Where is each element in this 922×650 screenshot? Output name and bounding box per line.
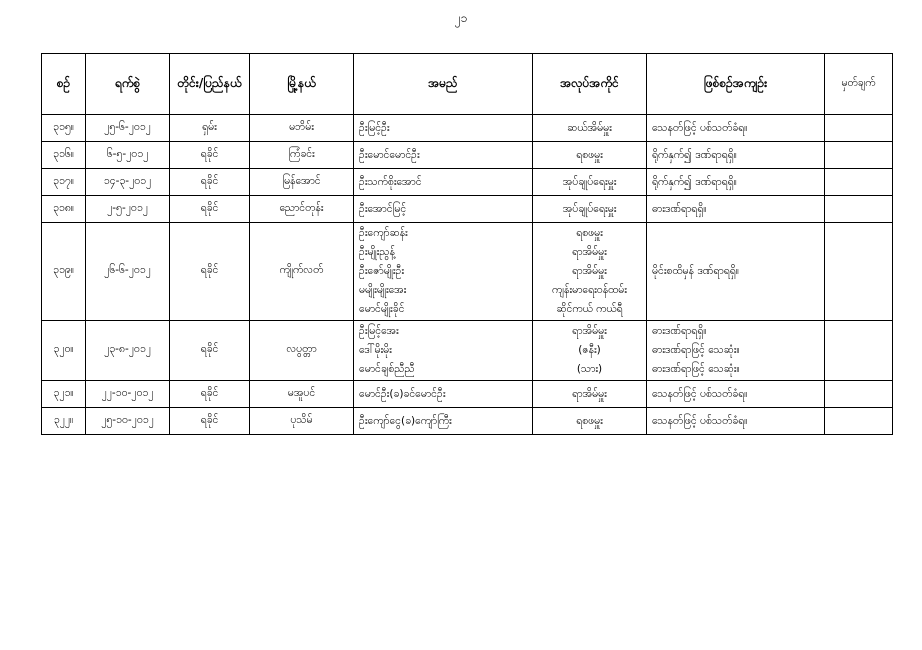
table-header-row	[42, 54, 893, 115]
cell-name-line: မောင်ချစ်ညီညီ	[359, 363, 415, 375]
cell-occupation-line: အုပ်ချုပ်ရေးမှူး	[562, 175, 617, 188]
table-row	[42, 142, 893, 169]
records-table	[41, 53, 893, 435]
cell-name-line: မောင်မျိုးခိုင်	[359, 303, 405, 315]
cell-incident-line: ဓားဒဏ်ရာရရှိ။	[652, 325, 707, 337]
cell-occupation	[533, 381, 647, 408]
cell-remark	[825, 115, 893, 142]
cell-remark	[825, 142, 893, 169]
cell-incident	[647, 169, 825, 196]
cell-name	[354, 115, 533, 142]
cell-incident-line: သေနတ်ဖြင့် ပစ်သတ်ခံရ။	[652, 387, 748, 400]
table-row	[42, 115, 893, 142]
cell-occupation-line: ကျန်းမာရေးဝန်ထမ်း	[552, 284, 627, 296]
cell-occupation	[533, 169, 647, 196]
cell-occupation-line: အုပ်ချုပ်ရေးမှူး	[562, 202, 617, 215]
cell-occupation-line: ရာအိမ်မှူး	[572, 246, 607, 258]
cell-occupation-line: ရာအိမ်မှူး	[572, 265, 607, 277]
cell-occupation-line: (သား)	[576, 363, 603, 375]
cell-date: ၆-၅-၂၀၁၂	[86, 142, 170, 169]
cell-township: ကျိုက်လတ်	[250, 223, 354, 321]
cell-region: ရခိုင်	[170, 223, 250, 321]
cell-incident-line: ဓားဒဏ်ရာရရှိ။	[652, 202, 707, 215]
cell-serial: ၃၁၈။	[42, 196, 86, 223]
cell-region: ရှမ်း	[170, 115, 250, 142]
cell-name-line: ဦးအောင်မြင့်	[359, 202, 407, 215]
cell-occupation	[533, 408, 647, 435]
cell-occupation-line: ရာအိမ်မှူး	[572, 325, 607, 337]
cell-occupation	[533, 142, 647, 169]
cell-name-line: ဦးကျော်ဆန်း	[359, 227, 408, 239]
cell-remark	[825, 321, 893, 381]
cell-serial: ၃၂၂။	[42, 408, 86, 435]
cell-date: ၁၄-၃-၂၀၁၂	[86, 169, 170, 196]
table-row	[42, 408, 893, 435]
cell-region: ရခိုင်	[170, 196, 250, 223]
cell-name-line: ဒေါ်မိုးမိုး	[359, 344, 392, 356]
cell-remark	[825, 169, 893, 196]
cell-occupation	[533, 115, 647, 142]
cell-name-line: ဦးဇော်မျိုးဦး	[359, 265, 405, 277]
cell-incident-line: ရိုက်နှက်၍ ဒဏ်ရာရရှိ။	[652, 148, 737, 161]
cell-incident	[647, 142, 825, 169]
cell-region: ရခိုင်	[170, 169, 250, 196]
cell-name	[354, 169, 533, 196]
cell-occupation	[533, 321, 647, 381]
header-remark: မှတ်ချက်	[825, 54, 893, 115]
cell-incident-line: ရိုက်နှက်၍ ဒဏ်ရာရရှိ။	[652, 175, 737, 188]
cell-name-line: ဦးမြင့်အေး	[359, 325, 399, 337]
cell-serial: ၃၁၆။	[42, 142, 86, 169]
cell-remark	[825, 381, 893, 408]
cell-remark	[825, 196, 893, 223]
cell-serial: ၃၁၇။	[42, 169, 86, 196]
cell-occupation	[533, 196, 647, 223]
header-region: တိုင်း/ပြည်နယ်	[170, 54, 250, 115]
header-name: အမည်	[354, 54, 533, 115]
cell-occupation-line: ရစဖမှူး	[576, 227, 603, 239]
cell-incident-line: ဓားဒဏ်ရာဖြင့် သေဆုံး။	[652, 344, 740, 356]
cell-name	[354, 223, 533, 321]
cell-name	[354, 381, 533, 408]
cell-incident	[647, 321, 825, 381]
cell-name	[354, 408, 533, 435]
cell-date: ၂၅-၁၀-၂၀၁၂	[86, 408, 170, 435]
cell-region: ရခိုင်	[170, 408, 250, 435]
cell-township: မအူပင်	[250, 381, 354, 408]
cell-occupation-line: ဆိုင်ကယ် ကယ်ရီ	[556, 303, 623, 315]
cell-name	[354, 142, 533, 169]
header-incident: ဖြစ်စဉ်အကျဉ်း	[647, 54, 825, 115]
cell-name-line: မမျိုးမျိုးအေး	[359, 284, 407, 296]
cell-township: မဘိမ်း	[250, 115, 354, 142]
table-body	[42, 115, 893, 435]
header-township: မြို့နယ်	[250, 54, 354, 115]
cell-incident	[647, 223, 825, 321]
cell-name-line: ဦးကျော်ငွေ(ခ)ကျော်ကြီး	[359, 414, 452, 427]
cell-remark	[825, 223, 893, 321]
cell-name-line: ဦးမြင့်ဦး	[359, 121, 390, 134]
cell-name	[354, 321, 533, 381]
cell-region: ရခိုင်	[170, 321, 250, 381]
header-date: ရက်စွဲ	[86, 54, 170, 115]
cell-occupation-line: ရစဖမှူး	[576, 414, 603, 427]
cell-occupation	[533, 223, 647, 321]
header-serial: စဉ်	[42, 54, 86, 115]
cell-occupation-line: ရစဖမှူး	[576, 148, 603, 161]
cell-serial: ၃၁၉။	[42, 223, 86, 321]
cell-serial: ၃၂၁။	[42, 381, 86, 408]
cell-date: ၂၃-၈-၂၀၁၂	[86, 321, 170, 381]
cell-township: ပုသိမ်	[250, 408, 354, 435]
cell-region: ရခိုင်	[170, 142, 250, 169]
cell-name-line: ဦးသက်စိုးအောင်	[359, 175, 422, 188]
cell-remark	[825, 408, 893, 435]
cell-incident-line: သေနတ်ဖြင့် ပစ်သတ်ခံရ။	[652, 121, 748, 134]
cell-name	[354, 196, 533, 223]
table-row	[42, 196, 893, 223]
cell-occupation-line: (ဇနီး)	[578, 344, 601, 356]
cell-incident-line: သေနတ်ဖြင့် ပစ်သတ်ခံရ။	[652, 414, 748, 427]
cell-township: ညောင်တုန်း	[250, 196, 354, 223]
cell-date: ၂၅-၆-၂၀၁၂	[86, 115, 170, 142]
cell-name-line: ဦးမောင်မောင်ဦး	[359, 148, 420, 161]
cell-occupation-line: ဆယ်အိမ်မှူး	[567, 121, 612, 134]
table-row	[42, 381, 893, 408]
header-occupation: အလုပ်အကိုင်	[533, 54, 647, 115]
page-number: ၂၁	[454, 11, 468, 25]
table-row	[42, 223, 893, 321]
table-row	[42, 169, 893, 196]
cell-date: ၂၆-၆-၂၀၁၂	[86, 223, 170, 321]
cell-incident-line: မိုင်းစထိမှန် ဒဏ်ရာရရှိ။	[652, 265, 739, 277]
cell-date: ၂-၅-၂၀၁၂	[86, 196, 170, 223]
cell-township: ကြံခင်း	[250, 142, 354, 169]
cell-name-line: မောင်ဦး(ခ)ခင်မောင်ဦး	[359, 387, 446, 400]
cell-date: ၂၂-၁၀-၂၀၁၂	[86, 381, 170, 408]
cell-township: မြန်အောင်	[250, 169, 354, 196]
cell-region: ရခိုင်	[170, 381, 250, 408]
cell-name-line: ဦးမျိုးညွန့်	[359, 246, 395, 258]
cell-occupation-line: ရာအိမ်မှူး	[572, 387, 607, 400]
cell-incident	[647, 115, 825, 142]
cell-township: လပွတ္တာ	[250, 321, 354, 381]
cell-incident-line: ဓားဒဏ်ရာဖြင့် သေဆုံး။	[652, 363, 740, 375]
cell-incident	[647, 408, 825, 435]
table-row	[42, 321, 893, 381]
cell-serial: ၃၂၀။	[42, 321, 86, 381]
cell-incident	[647, 196, 825, 223]
cell-serial: ၃၁၅။	[42, 115, 86, 142]
cell-incident	[647, 381, 825, 408]
